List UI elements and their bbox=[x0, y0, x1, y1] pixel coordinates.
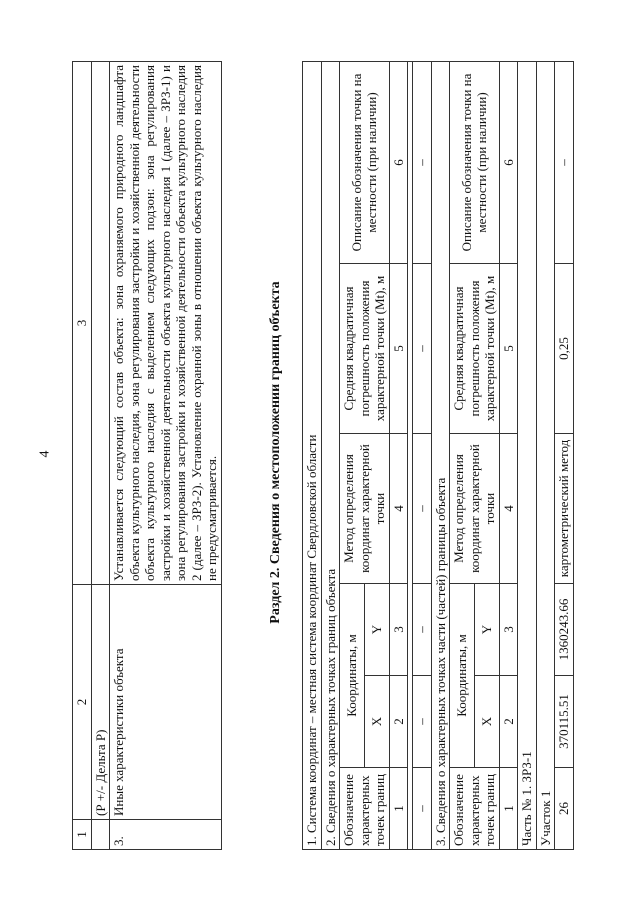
row-label: (Р +/- Дельта Р) bbox=[91, 585, 110, 820]
row-value bbox=[91, 62, 110, 585]
col-number: 3 bbox=[499, 584, 518, 676]
table-row bbox=[340, 61, 365, 849]
col-number: 1 bbox=[499, 768, 518, 850]
col-number: 2 bbox=[389, 676, 408, 768]
table-row bbox=[413, 61, 432, 849]
table-row bbox=[536, 61, 555, 849]
header-method: Метод определения координат характерной точки bbox=[450, 434, 500, 584]
header-y: Y bbox=[364, 584, 389, 676]
header-method: Метод определения координат характерной точки bbox=[340, 434, 390, 584]
header-coords: Координаты, м bbox=[340, 584, 365, 768]
characteristics-table bbox=[72, 61, 222, 850]
header-cell: 1 bbox=[73, 820, 92, 850]
header-point: Обозначение характерных точек границ bbox=[340, 768, 390, 850]
row-label: Иные характеристики объекта bbox=[110, 585, 222, 820]
desc-value: – bbox=[555, 61, 574, 263]
table-row bbox=[431, 61, 450, 849]
col-number: 6 bbox=[499, 61, 518, 263]
subsection-title: 3. Сведения о характерных точках части (частей) границы объекта bbox=[431, 61, 450, 849]
header-x: X bbox=[474, 676, 499, 768]
table-row bbox=[110, 62, 222, 850]
col-number: 4 bbox=[499, 434, 518, 584]
coord-y: 1360243.66 bbox=[555, 584, 574, 676]
row-value: Устанавливается следующий состав объекта: зона охраняемого природного ландшафта объекта культурного наследия, зона регулирования застройки и хозяйственной деятельности объекта культурного наследия с выделением следующих подзон: зона регулирования застройки и хозяйственной деятельности объекта культурного наследия 1 (далее – ЗРЗ-1) и зона регулирования застройки и хозяйственной деятельности объекта культурного наследия 2 (далее – ЗРЗ-2). Установление охранной зоны в отношении объекта культурного наследия не предусматривается. bbox=[110, 62, 222, 585]
dash-cell: – bbox=[413, 676, 432, 768]
header-error: Средняя квадратичная погрешность положения характерной точки (Mt), м bbox=[340, 264, 390, 434]
dash-cell: – bbox=[413, 434, 432, 584]
dash-cell: – bbox=[413, 584, 432, 676]
part-label: Часть № 1. ЗРЗ-1 bbox=[518, 61, 537, 849]
header-y: Y bbox=[474, 584, 499, 676]
header-desc: Описание обозначения точки на местности (при наличии) bbox=[450, 61, 500, 263]
row-number bbox=[91, 820, 110, 850]
dash-cell: – bbox=[413, 61, 432, 263]
header-point: Обозначение характерных точек границ bbox=[450, 768, 500, 850]
col-number: 6 bbox=[389, 61, 408, 263]
header-cell: 2 bbox=[73, 585, 92, 820]
error-value: 0,25 bbox=[555, 264, 574, 434]
method-value: картометрический метод bbox=[555, 434, 574, 584]
col-number: 3 bbox=[389, 584, 408, 676]
area-label: Участок 1 bbox=[536, 61, 555, 849]
table-row bbox=[321, 61, 340, 849]
boundary-points-table bbox=[302, 61, 574, 850]
table-row bbox=[499, 61, 518, 849]
page-number: 4 bbox=[37, 450, 53, 458]
subsection-title: 2. Сведения о характерных точках границ объекта bbox=[321, 61, 340, 849]
header-x: X bbox=[364, 676, 389, 768]
table-row bbox=[518, 61, 537, 849]
table-row bbox=[91, 62, 110, 850]
header-error: Средняя квадратичная погрешность положения характерной точки (Mt), м bbox=[450, 264, 500, 434]
table-row bbox=[73, 62, 92, 850]
dash-cell: – bbox=[413, 264, 432, 434]
table-row bbox=[555, 61, 574, 849]
table-row bbox=[389, 61, 408, 849]
header-desc: Описание обозначения точки на местности (при наличии) bbox=[340, 61, 390, 263]
col-number: 5 bbox=[499, 264, 518, 434]
section-title: Раздел 2. Сведения о местоположении границ объекта bbox=[268, 281, 283, 624]
col-number: 4 bbox=[389, 434, 408, 584]
coord-x: 370115.51 bbox=[555, 676, 574, 768]
header-coords: Координаты, м bbox=[450, 584, 475, 768]
col-number: 2 bbox=[499, 676, 518, 768]
header-cell: 3 bbox=[73, 62, 92, 585]
dash-cell: – bbox=[413, 768, 432, 850]
table-row bbox=[450, 61, 475, 849]
table-row bbox=[303, 61, 322, 849]
col-number: 1 bbox=[389, 768, 408, 850]
point-id: 26 bbox=[555, 768, 574, 850]
row-number: 3. bbox=[110, 820, 222, 850]
col-number: 5 bbox=[389, 264, 408, 434]
coord-system-caption: 1. Система координат – местная система координат Свердловской области bbox=[303, 61, 322, 849]
